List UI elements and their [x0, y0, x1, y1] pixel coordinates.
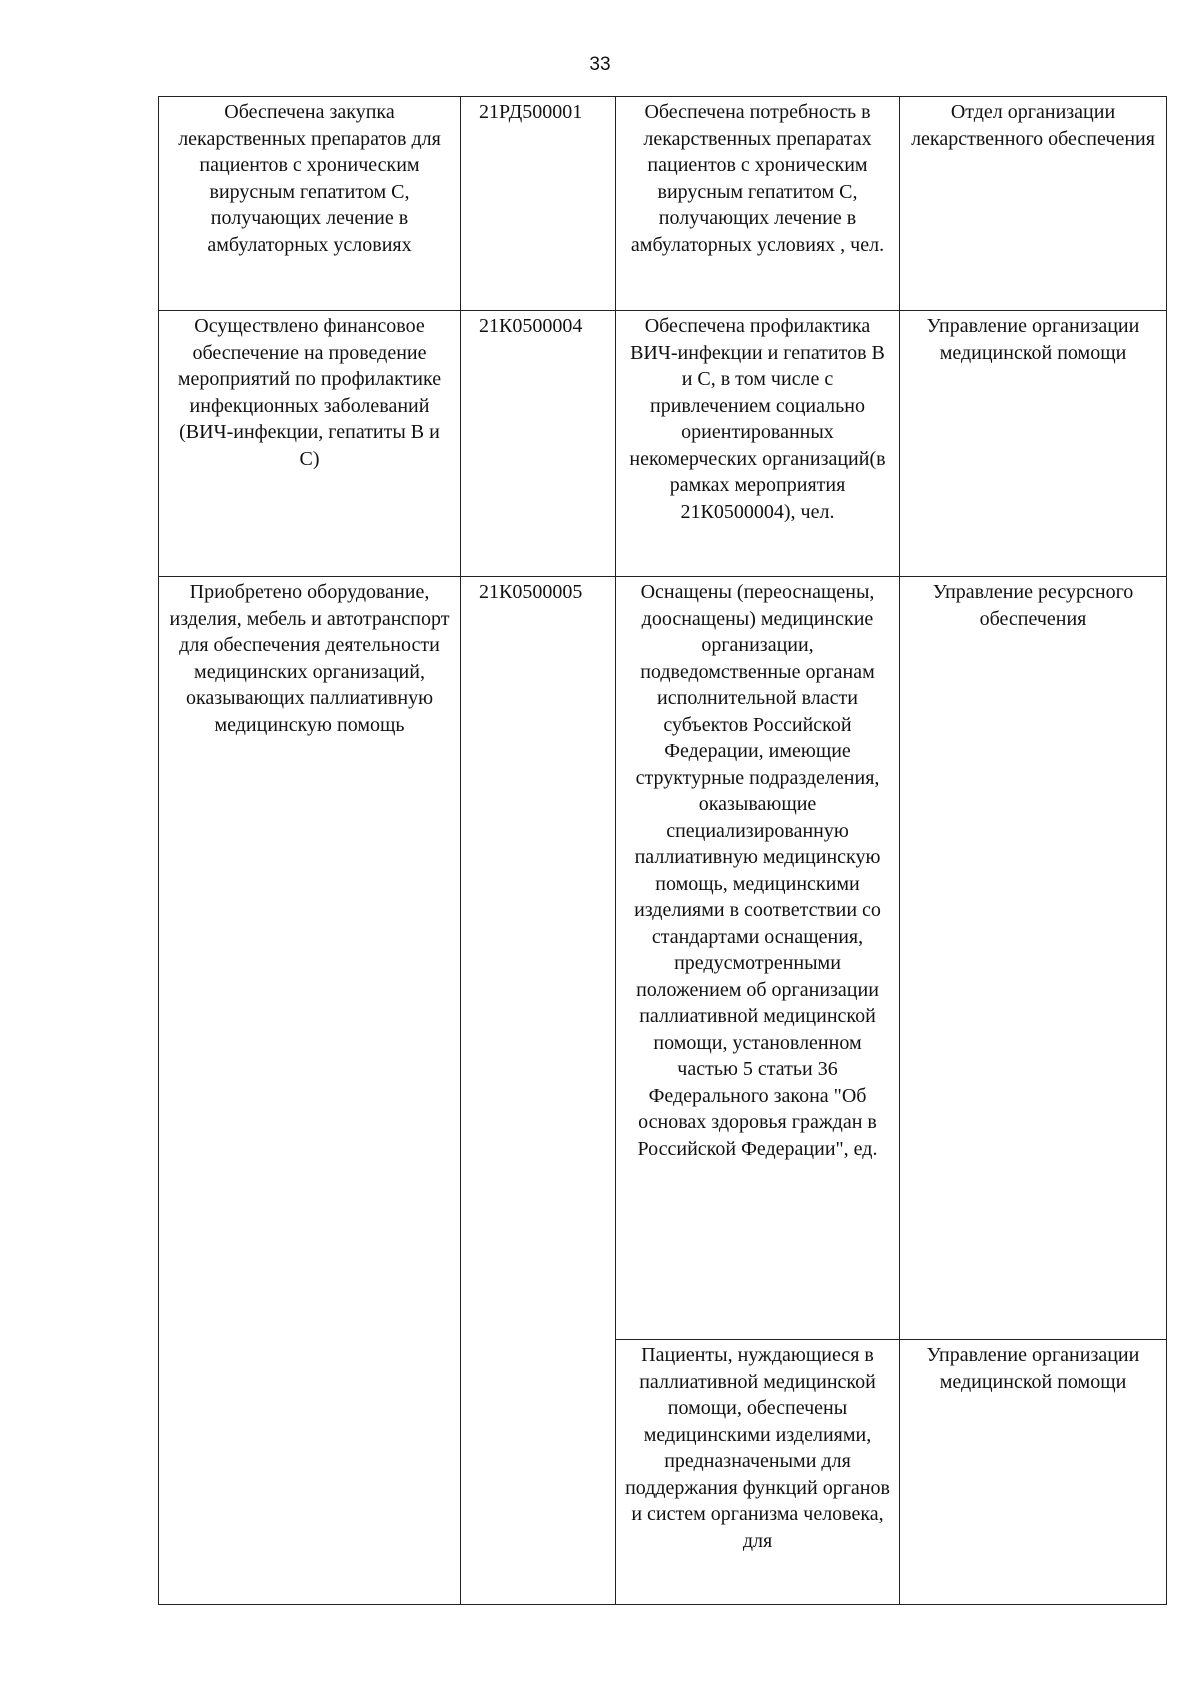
indicator-cell: Оснащены (переоснащены, дооснащены) медицинские организации, подведомственные органам исполнительной власти субъектов Российской Федерации, имеющие структурные подразделения, оказывающие специализированную паллиативную медицинскую помощь, медицинскими изделиями в соответствии со стандартами оснащения, предусмотренными положением об организации паллиативной медицинской помощи, установленном частью 5 статьи 36 Федерального закона "Об основах здоровья граждан в Российской Федерации", ед.	[616, 577, 900, 1340]
table-row	[159, 311, 1167, 577]
indicator-cell: Обеспечена профилактика ВИЧ-инфекции и гепатитов В и С, в том числе с привлечением социально ориентированных некомерческих организаций(в рамках мероприятия 21К0500004), чел.	[616, 311, 900, 577]
page-number: 33	[589, 54, 611, 75]
table-row	[159, 97, 1167, 311]
result-cell: Обеспечена закупка лекарственных препаратов для пациентов с хроническим вирусным гепатитом С, получающих лечение в амбулаторных условиях	[159, 97, 461, 311]
code-cell: 21К0500005	[461, 577, 616, 1605]
plan-table	[158, 96, 1167, 1605]
responsible-cell: Управление организации медицинской помощи	[900, 1340, 1167, 1605]
code-cell: 21К0500004	[461, 311, 616, 577]
responsible-cell: Управление организации медицинской помощи	[900, 311, 1167, 577]
indicator-cell: Пациенты, нуждающиеся в паллиативной медицинской помощи, обеспечены медицинскими изделиями, предназначеными для поддержания функций органов и систем организма человека, для	[616, 1340, 900, 1605]
result-cell: Осуществлено финансовое обеспечение на проведение мероприятий по профилактике инфекционных заболеваний (ВИЧ-инфекции, гепатиты В и С)	[159, 311, 461, 577]
code-cell: 21РД500001	[461, 97, 616, 311]
responsible-cell: Отдел организации лекарственного обеспечения	[900, 97, 1167, 311]
responsible-cell: Управление ресурсного обеспечения	[900, 577, 1167, 1340]
result-cell: Приобретено оборудование, изделия, мебель и автотранспорт для обеспечения деятельности медицинских организаций, оказывающих паллиативную медицинскую помощь	[159, 577, 461, 1605]
indicator-cell: Обеспечена потребность в лекарственных препаратах пациентов с хроническим вирусным гепатитом С, получающих лечение в амбулаторных условиях , чел.	[616, 97, 900, 311]
table-row	[159, 577, 1167, 1340]
